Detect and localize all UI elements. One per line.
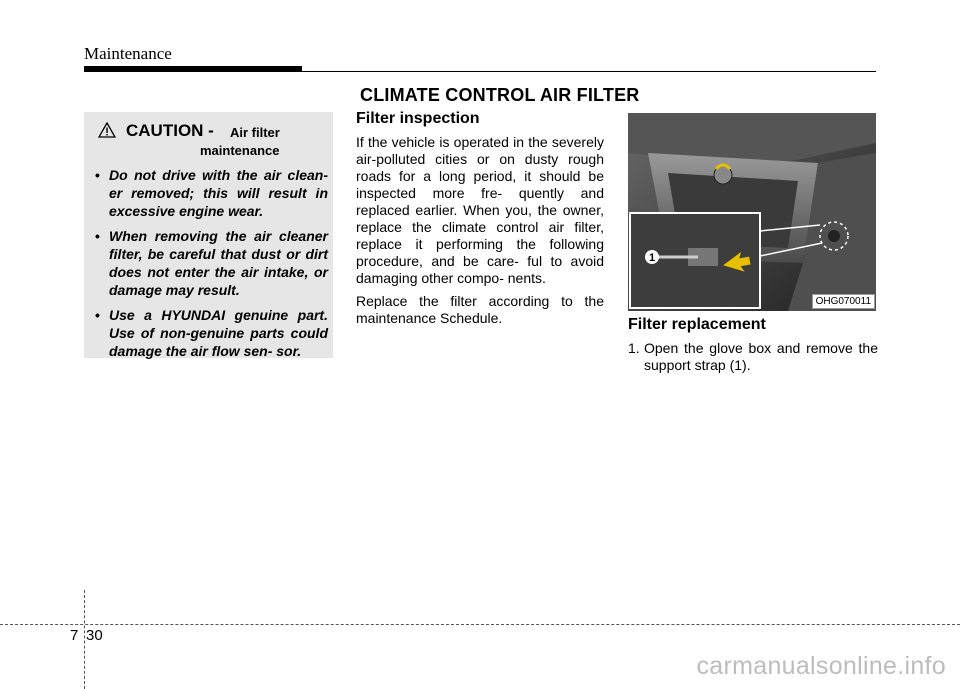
caution-item-text: Do not drive with the air clean- er removed; this will result in excessive engine wear. [109,167,328,219]
figure-code: OHG070011 [812,294,875,309]
caution-item [92,227,328,299]
caution-box [84,112,333,358]
caution-title: CAUTION - [126,121,214,140]
inspection-paragraph: If the vehicle is operated in the severely air-polluted cities or on dusty rough roads for a long period, it should be inspected more fre- quently and replaced earlier. When you, the owner, replace the climate control air filter, replace it performing the following procedure, and be care- ful to avoid damaging other compo- nents. [356,134,604,286]
inspection-paragraph: Replace the filter according to the maintenance Schedule. [356,293,604,326]
step-number: 1. [628,340,640,356]
chapter-number: 7 [70,627,79,644]
caution-item [92,166,328,220]
inspection-section [356,110,604,333]
replacement-heading: Filter replacement [628,316,766,333]
inspection-heading: Filter inspection [356,110,480,127]
step-text: Open the glove box and remove the support strap (1). [644,340,878,373]
caution-list [92,166,328,367]
caution-item [92,306,328,360]
footer-divider [84,590,85,689]
caution-subject-line2: maintenance [200,143,280,158]
glove-box-illustration [628,113,876,311]
page-heading: CLIMATE CONTROL AIR FILTER [360,85,640,105]
header-rule [302,71,876,72]
step-item [628,340,878,374]
replacement-section [628,316,878,374]
glove-box-photo [628,113,876,311]
bullet: • [95,167,100,183]
watermark[interactable]: carmanualsonline.info [696,652,946,680]
bullet: • [95,307,100,323]
caution-subject [200,124,330,160]
warning-triangle-icon [98,122,116,138]
caution-item-text: Use a HYUNDAI genuine part. Use of non-genuine parts could damage the air flow sen- sor. [109,307,328,359]
caution-subject-line1: Air filter [230,125,280,140]
callout-label: 1 [648,252,656,264]
header-bar [84,66,302,72]
bullet: • [95,228,100,244]
page-number: 30 [86,627,103,644]
section-title: Maintenance [84,44,172,63]
footer-rule [0,624,960,625]
caution-item-text: When removing the air cleaner filter, be careful that dust or dirt does not enter the air intake, or damage may result. [109,228,328,298]
